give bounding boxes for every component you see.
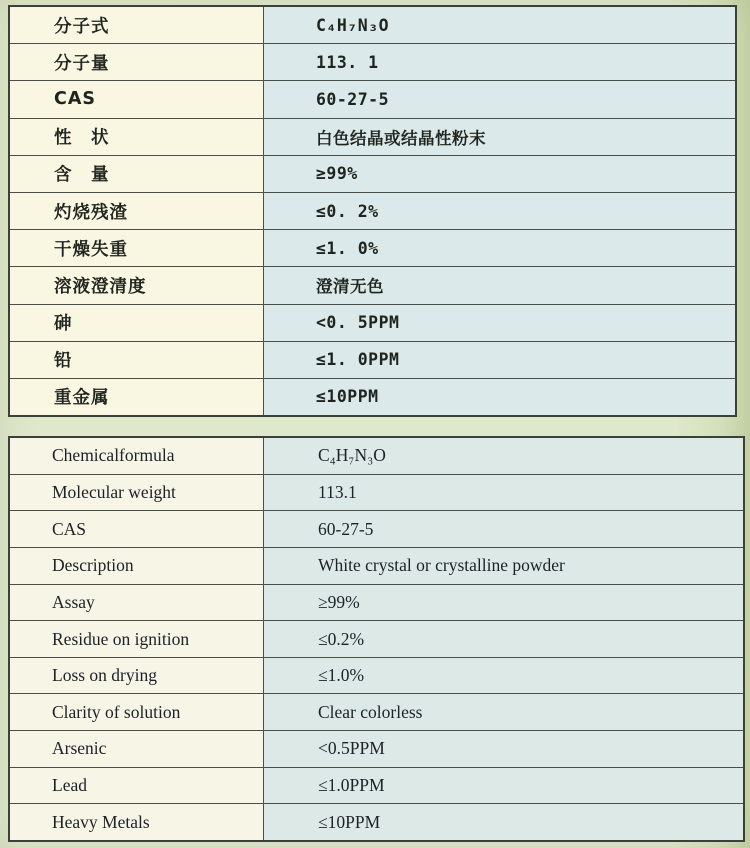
row-value-molecular-weight-cn: 113. 1 — [264, 44, 735, 80]
table-row — [10, 657, 743, 694]
table-row — [10, 730, 743, 767]
table-row — [10, 803, 743, 840]
row-value-residue-on-ignition-cn: ≤0. 2% — [264, 193, 735, 229]
row-value-heavy-metals: ≤10PPM — [264, 804, 743, 840]
row-value-clarity-of-solution: Clear colorless — [264, 694, 743, 730]
row-value-loss-on-drying-cn: ≤1. 0% — [264, 230, 735, 266]
table-row — [10, 155, 735, 192]
row-label-heavy-metals: Heavy Metals — [10, 804, 264, 840]
row-label-lead: Lead — [10, 768, 264, 804]
table-row — [10, 438, 743, 474]
row-label-assay-cn: 含 量 — [10, 156, 264, 192]
table-row — [10, 304, 735, 341]
row-value-arsenic: <0.5PPM — [264, 731, 743, 767]
row-value-heavy-metals-cn: ≤10PPM — [264, 379, 735, 415]
table-row — [10, 341, 735, 378]
row-label-description: Description — [10, 548, 264, 584]
row-label-molecular-weight-cn: 分子量 — [10, 44, 264, 80]
row-label-heavy-metals-cn: 重金属 — [10, 379, 264, 415]
row-label-cas-cn: CAS — [10, 81, 264, 117]
table-row — [10, 474, 743, 511]
table-row — [10, 510, 743, 547]
table-row — [10, 80, 735, 117]
row-value-assay-cn: ≥99% — [264, 156, 735, 192]
table-row — [10, 266, 735, 303]
table-row — [10, 767, 743, 804]
row-label-description-cn: 性 状 — [10, 119, 264, 155]
spec-table-chinese — [8, 5, 737, 417]
row-label-clarity-of-solution-cn: 溶液澄清度 — [10, 267, 264, 303]
row-label-loss-on-drying: Loss on drying — [10, 658, 264, 694]
table-row — [10, 192, 735, 229]
table-row — [10, 118, 735, 155]
spec-table-english — [8, 436, 745, 842]
table-row — [10, 584, 743, 621]
row-label-molecular-formula-cn: 分子式 — [10, 7, 264, 43]
row-label-residue-on-ignition: Residue on ignition — [10, 621, 264, 657]
row-value-lead: ≤1.0PPM — [264, 768, 743, 804]
row-label-assay: Assay — [10, 585, 264, 621]
row-value-arsenic-cn: <0. 5PPM — [264, 305, 735, 341]
row-value-clarity-of-solution-cn: 澄清无色 — [264, 267, 735, 303]
row-value-description: White crystal or crystalline powder — [264, 548, 743, 584]
row-label-residue-on-ignition-cn: 灼烧残渣 — [10, 193, 264, 229]
row-label-clarity-of-solution: Clarity of solution — [10, 694, 264, 730]
row-label-lead-cn: 铅 — [10, 342, 264, 378]
table-row — [10, 229, 735, 266]
table-row — [10, 620, 743, 657]
table-row — [10, 7, 735, 43]
row-label-arsenic-cn: 砷 — [10, 305, 264, 341]
row-label-molecular-weight: Molecular weight — [10, 475, 264, 511]
row-value-assay: ≥99% — [264, 585, 743, 621]
table-row — [10, 43, 735, 80]
row-value-residue-on-ignition: ≤0.2% — [264, 621, 743, 657]
row-value-chemical-formula: C₄H₇N₃O — [264, 438, 743, 474]
row-value-description-cn: 白色结晶或结晶性粉末 — [264, 119, 735, 155]
table-row — [10, 547, 743, 584]
row-value-lead-cn: ≤1. 0PPM — [264, 342, 735, 378]
table-row — [10, 693, 743, 730]
row-label-chemical-formula: Chemicalformula — [10, 438, 264, 474]
row-label-loss-on-drying-cn: 干燥失重 — [10, 230, 264, 266]
row-label-cas: CAS — [10, 511, 264, 547]
row-value-cas-cn: 60-27-5 — [264, 81, 735, 117]
row-label-arsenic: Arsenic — [10, 731, 264, 767]
row-value-molecular-weight: 113.1 — [264, 475, 743, 511]
row-value-molecular-formula-cn: C₄H₇N₃O — [264, 7, 735, 43]
table-row — [10, 378, 735, 415]
row-value-loss-on-drying: ≤1.0% — [264, 658, 743, 694]
row-value-cas: 60-27-5 — [264, 511, 743, 547]
